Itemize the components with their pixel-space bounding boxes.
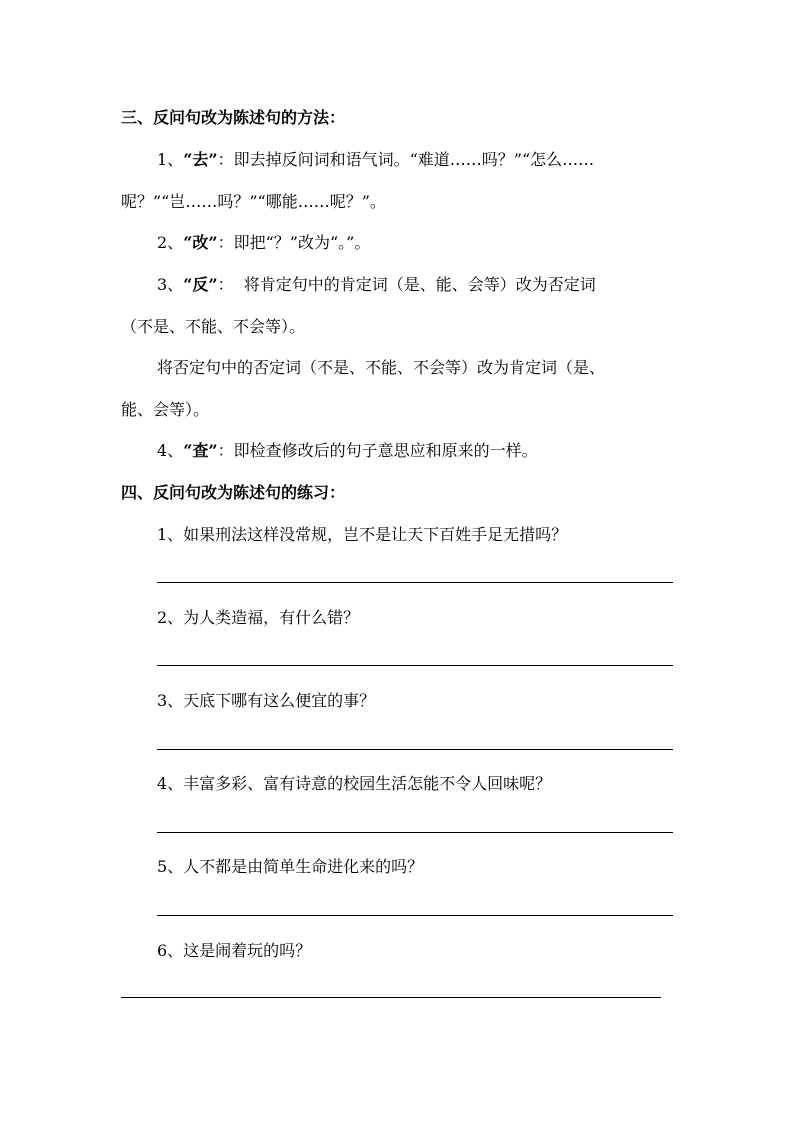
method3-keyword: “反” xyxy=(183,275,218,294)
method1-line1 xyxy=(157,150,594,170)
method3-line2: （不是、不能、不会等）。 xyxy=(121,317,306,336)
answer-line-6[interactable] xyxy=(121,997,661,998)
method3-line4: 能、会等）。 xyxy=(121,400,210,419)
method4-keyword: “查” xyxy=(183,441,218,460)
method2-keyword: “改” xyxy=(183,233,218,252)
method4-number: 4、 xyxy=(157,441,184,460)
method1-keyword: “去” xyxy=(183,150,218,169)
method3-number: 3、 xyxy=(157,275,184,294)
exercise-3: 3、天底下哪有这么便宜的事？ xyxy=(157,691,376,710)
method2-text: ：即把“？”改为“。”。 xyxy=(217,233,371,252)
method2-line xyxy=(157,233,370,253)
method3-text: ： 将肯定句中的肯定词（是、能、会等）改为否定词 xyxy=(217,275,596,294)
answer-line-2[interactable] xyxy=(157,665,673,666)
answer-line-5[interactable] xyxy=(157,915,673,916)
method3-line3: 将否定句中的否定词（不是、不能、不会等）改为肯定词（是、 xyxy=(157,358,606,377)
exercise-5: 5、人不都是由简单生命进化来的吗？ xyxy=(157,857,424,876)
section4-heading: 四、反问句改为陈述句的练习： xyxy=(121,483,346,502)
section3-heading: 三、反问句改为陈述句的方法： xyxy=(121,108,346,127)
method3-line1 xyxy=(157,275,596,295)
exercise-1: 1、如果刑法这样没常规，岂不是让天下百姓手足无措吗？ xyxy=(157,525,568,544)
method4-text: ：即检查修改后的句子意思应和原来的一样。 xyxy=(217,441,538,460)
answer-line-1[interactable] xyxy=(157,582,673,583)
answer-line-4[interactable] xyxy=(157,832,673,833)
method1-number: 1、 xyxy=(157,150,184,169)
exercise-6: 6、这是闹着玩的吗？ xyxy=(157,941,312,960)
exercise-2: 2、为人类造福，有什么错？ xyxy=(157,608,360,627)
method4-line xyxy=(157,441,538,461)
method1-text: ：即去掉反问词和语气词。“难道……吗？”“怎么…… xyxy=(217,150,595,169)
answer-line-3[interactable] xyxy=(157,749,673,750)
method2-number: 2、 xyxy=(157,233,184,252)
exercise-4: 4、丰富多彩、富有诗意的校园生活怎能不令人回味呢？ xyxy=(157,774,552,793)
method1-line2: 呢？”“岂……吗？”“哪能……呢？”。 xyxy=(121,192,386,211)
